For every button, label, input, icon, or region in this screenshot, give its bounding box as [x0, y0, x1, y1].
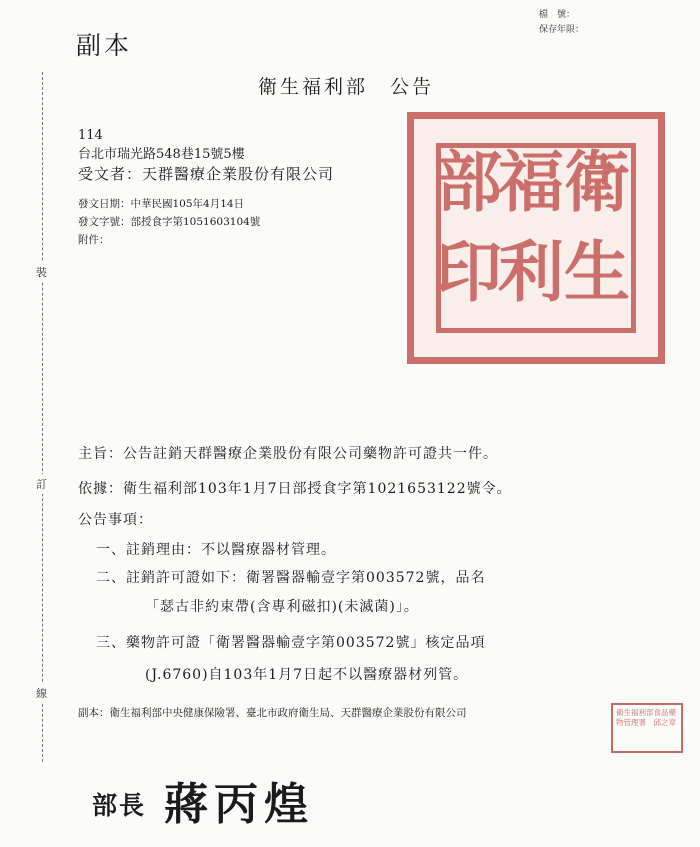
reference-number: 發文字號：部授食字第1051603104號: [78, 216, 261, 228]
binding-char-xian: 線: [36, 683, 47, 703]
binding-line: [42, 72, 43, 762]
binding-char-zhuang: 裝: [36, 262, 47, 282]
signature-title: 部長: [92, 791, 147, 820]
official-seal: 衛 生 福 利 部 印: [407, 112, 665, 364]
items-heading: 公告事項：: [78, 512, 153, 528]
signature-name: 蔣丙煌: [164, 779, 314, 830]
basis-line: 依據：衛生福利部103年1月7日部授食字第1021653122號令。: [78, 481, 512, 497]
address: 台北市瑞光路548巷15號5樓: [78, 147, 245, 162]
announcement-item-continued: 「瑟古非約束帶(含專利磁扣)(未滅菌)」。: [145, 599, 419, 615]
announcement-item: 一、註銷理由：不以醫療器材管理。: [96, 542, 336, 558]
document-title: 衛生福利部 公告: [258, 76, 435, 98]
retention-label: 保存年限：: [539, 25, 585, 35]
file-number-label: 檔 號：: [539, 10, 576, 20]
postal-code: 114: [78, 128, 103, 143]
cc-line: 副本：衛生福利部中央健康保險署、臺北市政府衛生局、天群醫療企業股份有限公司: [78, 707, 467, 719]
attachment-line: 附件：: [78, 234, 110, 246]
announcement-item: 三、藥物許可證「衛署醫器輸壹字第003572號」核定品項: [96, 635, 486, 651]
copy-mark: 副本: [76, 31, 133, 60]
binding-char-ding: 訂: [36, 474, 47, 494]
announcement-item: 二、註銷許可證如下：衛署醫器輸壹字第003572號，品名: [96, 570, 486, 586]
announcement-item-continued: (J.6760)自103年1月7日起不以醫療器材列管。: [145, 667, 469, 683]
issue-date: 發文日期：中華民國105年4月14日: [78, 198, 245, 210]
small-agency-seal: 衛生福利部食品藥物管理署 邱之章: [611, 703, 683, 753]
subject-line: 主旨：公告註銷天群醫療企業股份有限公司藥物許可證共一件。: [78, 446, 498, 462]
recipient: 受文者：天群醫療企業股份有限公司: [78, 165, 335, 183]
